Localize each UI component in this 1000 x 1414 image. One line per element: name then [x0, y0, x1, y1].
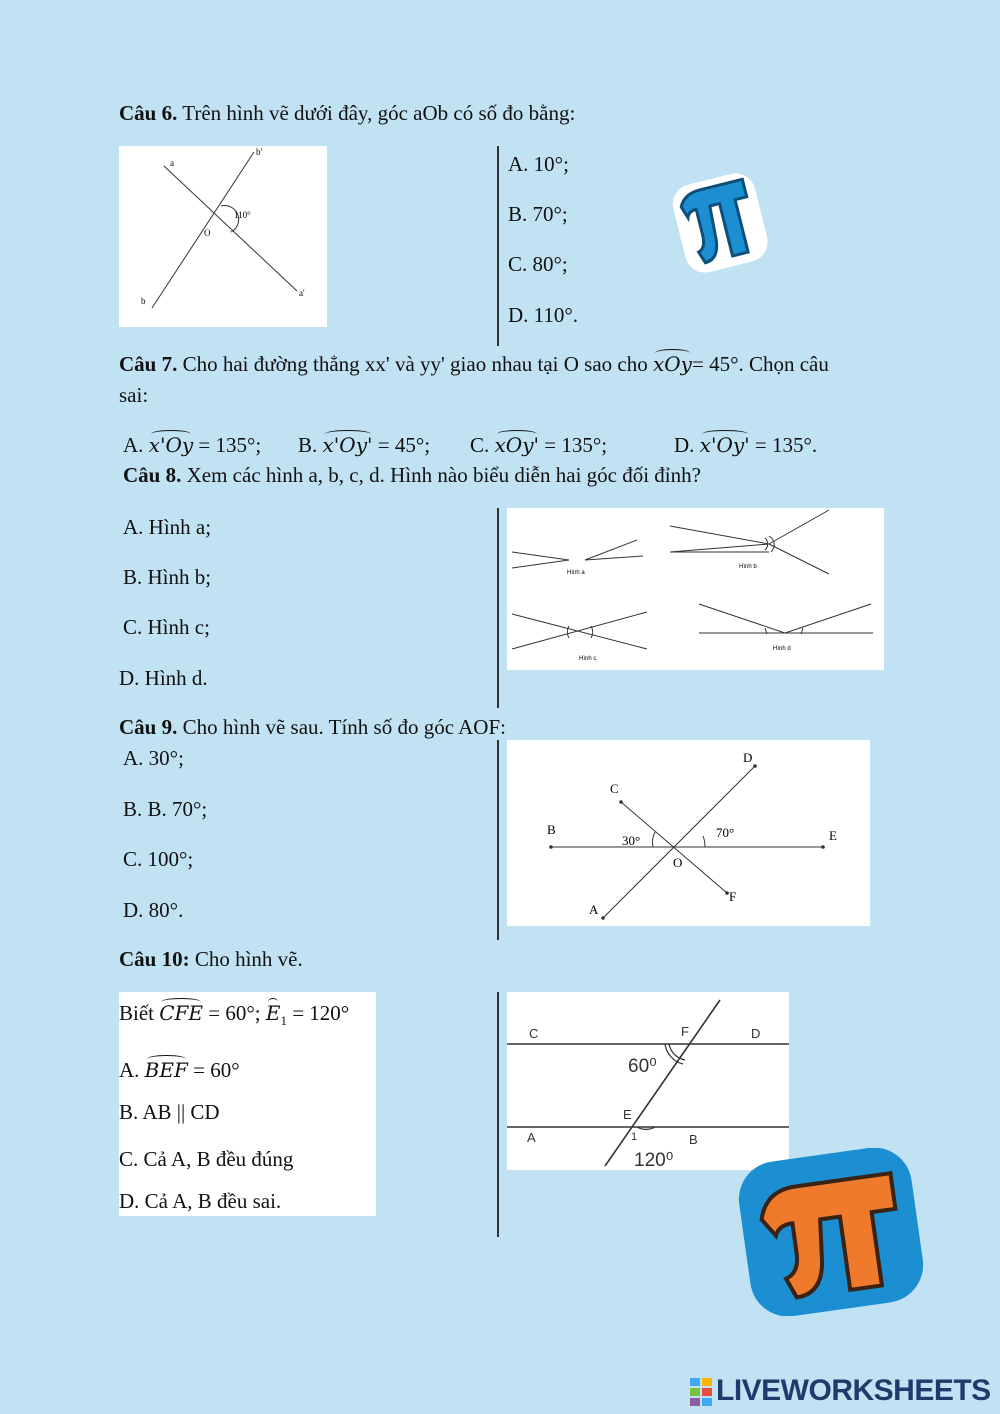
- q10-label-c: C: [529, 1026, 539, 1041]
- q6-label-o: O: [204, 228, 211, 238]
- q9-label-30: 30°: [622, 833, 641, 848]
- q10-label-120: 120⁰: [634, 1150, 674, 1170]
- q10-option-a[interactable]: A. BEF = 60°: [119, 1058, 240, 1082]
- q8-option-b[interactable]: B. Hình b;: [123, 565, 212, 589]
- q8-heading: Câu 8. Xem các hình a, b, c, d. Hình nào biểu diễn hai góc đối đỉnh?: [123, 463, 701, 487]
- q10-option-b[interactable]: B. AB || CD: [119, 1100, 220, 1124]
- q10-divider: [497, 992, 499, 1237]
- q7-option-b[interactable]: B. x'Oy' = 45°;: [298, 433, 431, 457]
- pi-logo-icon-small: [672, 168, 768, 276]
- q9-label-b: B: [547, 822, 556, 837]
- liveworksheets-text: LIVEWORKSHEETS: [716, 1374, 991, 1407]
- q6-label-b: b: [141, 296, 146, 306]
- q9-option-a[interactable]: A. 30°;: [123, 746, 184, 770]
- q9-label-d: D: [743, 750, 753, 765]
- q10-label-a: A: [527, 1130, 536, 1145]
- pi-logo-icon-large: [738, 1148, 924, 1316]
- q8-label-hinh-b: Hình b: [739, 564, 757, 570]
- q7-option-d[interactable]: D. x'Oy' = 135°.: [674, 433, 818, 457]
- q9-divider: [497, 740, 499, 940]
- q9-figure: [507, 740, 870, 926]
- q7-angle-main: xOy: [653, 352, 692, 376]
- q7-option-a[interactable]: A. x'Oy = 135°;: [123, 433, 262, 457]
- q10-statement-box: [119, 992, 376, 1216]
- q8-divider: [497, 508, 499, 708]
- q6-label-angle: 110°: [234, 210, 251, 220]
- q7-option-c[interactable]: C. xOy' = 135°;: [470, 433, 608, 457]
- q6-option-d[interactable]: D. 110°.: [508, 303, 579, 327]
- q6-option-a[interactable]: A. 10°;: [508, 152, 569, 176]
- q9-label-f: F: [729, 889, 737, 904]
- q7-heading-line2: sai:: [119, 383, 149, 407]
- q10-parallel-lines-diagram: [507, 992, 789, 1170]
- q9-label-c: C: [610, 781, 619, 796]
- q10-heading: Câu 10: Cho hình vẽ.: [119, 947, 303, 971]
- q8-option-c[interactable]: C. Hình c;: [123, 615, 210, 639]
- q8-option-d[interactable]: D. Hình d.: [119, 666, 208, 690]
- q9-option-c[interactable]: C. 100°;: [123, 847, 194, 871]
- q9-label-e: E: [829, 828, 837, 843]
- q6-label-a: a: [170, 158, 174, 168]
- q6-label-b-prime: b': [256, 147, 263, 157]
- q6-heading: Câu 6. Trên hình vẽ dưới đây, góc aOb có số đo bằng:: [119, 101, 576, 125]
- q6-divider: [497, 146, 499, 346]
- q10-label-f: F: [681, 1024, 689, 1039]
- q10-option-c[interactable]: C. Cả A, B đều đúng: [119, 1147, 294, 1171]
- q9-label-70: 70°: [716, 825, 735, 840]
- q6-figure: [119, 146, 327, 327]
- q6-option-c[interactable]: C. 80°;: [508, 252, 568, 276]
- liveworksheets-blocks-icon: [690, 1378, 714, 1408]
- q9-heading: Câu 9. Cho hình vẽ sau. Tính số đo góc AOF:: [119, 715, 506, 739]
- q6-angle-diagram: [119, 146, 327, 327]
- q10-label-b: B: [689, 1132, 698, 1147]
- q10-option-d[interactable]: D. Cả A, B đều sai.: [119, 1189, 282, 1213]
- q9-option-b[interactable]: B. B. 70°;: [123, 797, 208, 821]
- q9-label-o: O: [673, 855, 683, 870]
- q8-four-diagrams: [507, 508, 884, 670]
- q8-label-hinh-d: Hình d: [773, 646, 791, 652]
- q8-label-hinh-c: Hình c: [579, 656, 597, 662]
- q8-option-a[interactable]: A. Hình a;: [123, 515, 212, 539]
- q10-label-d: D: [751, 1026, 761, 1041]
- q6-label-a-prime: a': [299, 288, 305, 298]
- q10-label-e: E: [623, 1107, 632, 1122]
- q6-option-b[interactable]: B. 70°;: [508, 202, 568, 226]
- q8-figure: [507, 508, 884, 670]
- q10-given: Biết CFE = 60°; $E_1 = 120^\circ$: [119, 1001, 350, 1029]
- q9-label-a: A: [589, 902, 599, 917]
- q7-heading: Câu 7. Cho hai đường thẳng xx' và yy' giao nhau tại O sao cho xOy= 45°. Chọn câu: [119, 352, 829, 376]
- q10-label-60: 60⁰: [628, 1056, 657, 1077]
- q8-label-hinh-a: Hình a: [567, 570, 585, 576]
- q9-angle-diagram: [507, 740, 870, 926]
- q9-option-d[interactable]: D. 80°.: [123, 898, 184, 922]
- q10-label-1: 1: [631, 1131, 638, 1143]
- q10-figure: [507, 992, 789, 1170]
